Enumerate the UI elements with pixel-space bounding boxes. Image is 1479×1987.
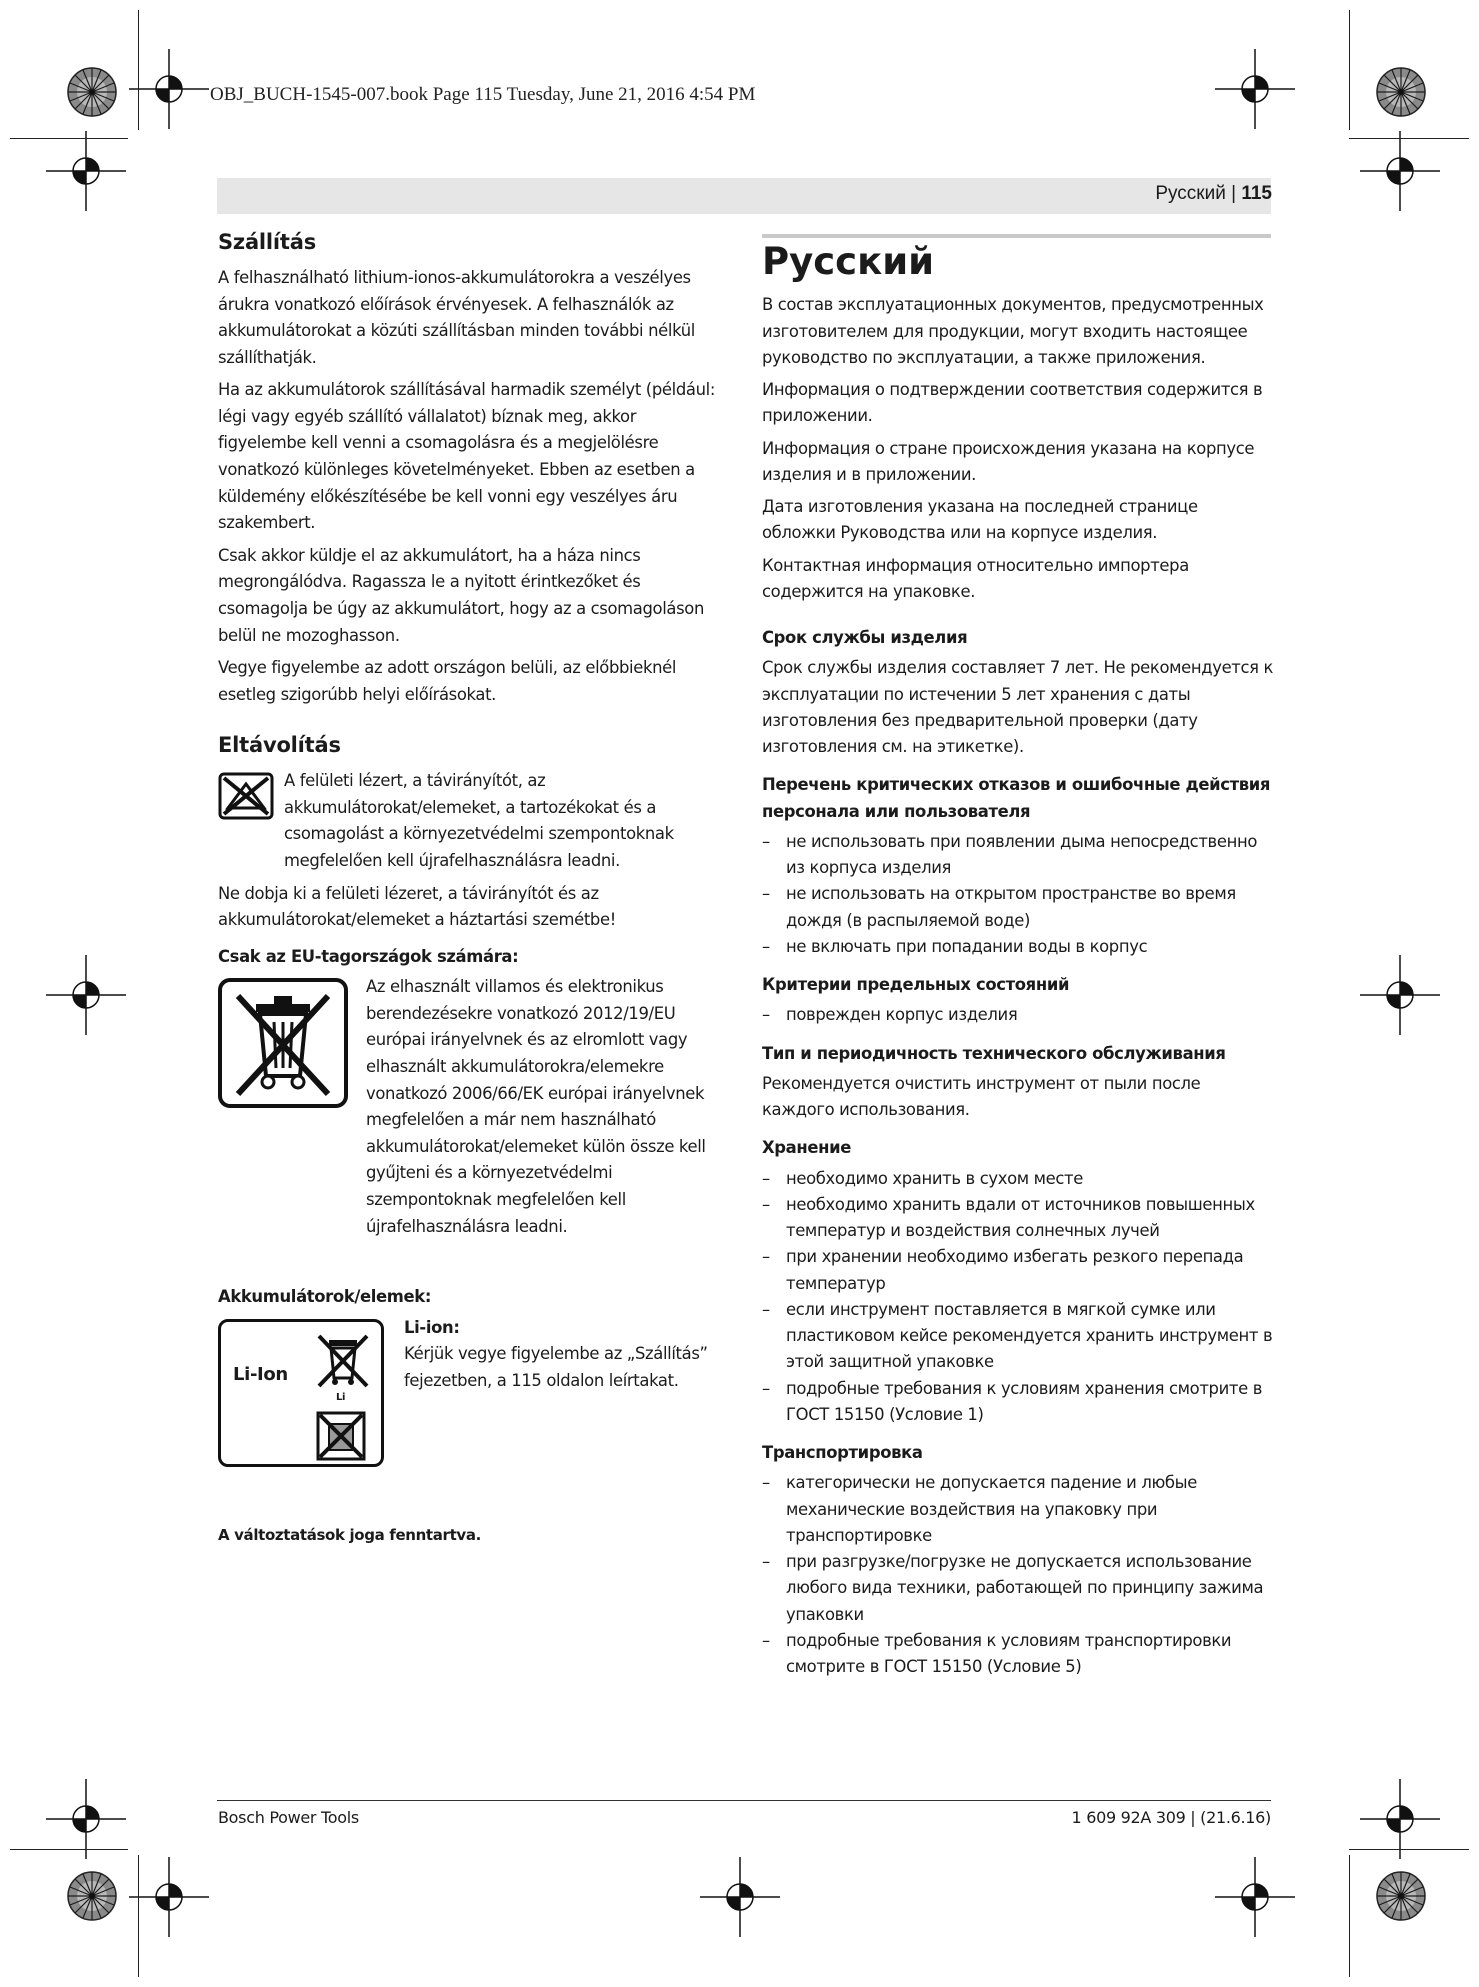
- transport-paragraph: Vegye figyelembe az adott országon belüli, az előbbieknél esetleg szigorúbb helyi előírásokat.: [218, 658, 677, 704]
- registration-crosshair-icon: [129, 49, 209, 129]
- liion-heading: Li-ion:: [404, 1317, 460, 1337]
- list-item: – не включать при попадании воды в корпус: [762, 934, 1274, 960]
- list-item: – если инструмент поставляется в мягкой сумке или пластиковом кейсе рекомендуется хранить инструмент в этой защитной упаковке: [762, 1297, 1274, 1376]
- list-item: – необходимо хранить вдали от источников повышенных температур и воздействия солнечных лучей: [762, 1192, 1274, 1245]
- page-number: 115: [1241, 183, 1272, 204]
- battery-box-crossed-icon: [315, 1410, 367, 1462]
- list-item: – не использовать на открытом пространстве во время дождя (в распыляемой воде): [762, 881, 1274, 934]
- recycle-box-icon: [218, 768, 274, 833]
- registration-crosshair-icon: [1215, 1857, 1295, 1937]
- intro-paragraph: Информация о подтверждении соответствия содержится в приложении.: [762, 380, 1263, 426]
- disposal-heading: Eltávolítás: [218, 733, 341, 758]
- liion-paragraph: Kérjük vegye figyelembe az „Szállítás” fejezetben, a 115 oldalon leírtakat.: [404, 1344, 708, 1390]
- battery-bin-crossed-icon: [313, 1330, 373, 1390]
- trim-line: [138, 10, 139, 130]
- trim-line: [1349, 1849, 1469, 1850]
- list-item: – необходимо хранить в сухом месте: [762, 1166, 1274, 1192]
- transport-ru-list: [762, 1470, 1274, 1680]
- trim-line: [1349, 1855, 1350, 1977]
- failures-list: [762, 829, 1274, 960]
- transport-paragraph: Ha az akkumulátorok szállításával harmadik személyt (például: légi vagy egyéb szállító vállalatot) bíznak meg, akkor figyelembe kell venni a csomagolásra és a megjelölésre vonatkozó különleges követelményeket. Ebben az esetben a küldemény előkészítésébe be kell vonni egy veszélyes áru szakembert.: [218, 380, 715, 533]
- registration-crosshair-icon: [46, 131, 126, 211]
- li-small-label: Li: [336, 1391, 346, 1403]
- registration-crosshair-icon: [700, 1857, 780, 1937]
- list-item: – при хранении необходимо избегать резкого перепада температур: [762, 1244, 1274, 1297]
- footer-doc-number: 1 609 92A 309 | (21.6.16): [1071, 1808, 1271, 1827]
- list-item: – подробные требования к условиям хранения смотрите в ГОСТ 15150 (Условие 1): [762, 1376, 1274, 1429]
- registration-rosette-icon: [66, 66, 118, 118]
- trim-line: [138, 1855, 139, 1977]
- storage-heading: Хранение: [762, 1138, 851, 1158]
- limits-list: [762, 1002, 1274, 1028]
- list-item: – не использовать при появлении дыма непосредственно из корпуса изделия: [762, 829, 1274, 882]
- registration-crosshair-icon: [1360, 955, 1440, 1035]
- registration-rosette-icon: [1375, 1870, 1427, 1922]
- page-header-bar: [217, 178, 1271, 214]
- limits-heading: Критерии предельных состояний: [762, 975, 1070, 995]
- list-item: – поврежден корпус изделия: [762, 1002, 1274, 1028]
- intro-paragraph: Информация о стране происхождения указана на корпусе изделия и в приложении.: [762, 438, 1255, 484]
- disposal-paragraph: A felületi lézert, a távirányítót, az akkumulátorokat/elemeket, a tartozékokat és a csomagolást a környezetvédelmi szempontoknak megfelelően kell újrafelhasználásra leadni.: [284, 771, 674, 871]
- wheelie-bin-crossed-icon: [218, 974, 348, 1117]
- list-item: – подробные требования к условиям транспортировки смотрите в ГОСТ 15150 (Условие 5): [762, 1628, 1274, 1681]
- intro-paragraph: Дата изготовления указана на последней странице обложки Руководства или на корпусе изделия.: [762, 497, 1198, 543]
- registration-crosshair-icon: [129, 1857, 209, 1937]
- transport-heading: Szállítás: [218, 230, 317, 254]
- registration-crosshair-icon: [1360, 1779, 1440, 1859]
- footer-brand: Bosch Power Tools: [218, 1808, 359, 1827]
- header-separator: |: [1225, 183, 1242, 204]
- storage-list: [762, 1166, 1274, 1429]
- lifetime-paragraph: Срок службы изделия составляет 7 лет. Не рекомендуется к эксплуатации по истечении 5 лет хранения с даты изготовления без предварительной проверки (дату изготовления см. на этикетке).: [762, 658, 1274, 757]
- transport-paragraph: A felhasználható lithium-ionos-akkumulátorokra a veszélyes árukra vonatkozó előírások érvényesek. A felhasználók az akkumulátorokat a közúti szállításban minden további nélkül szállíthatják.: [218, 268, 695, 367]
- section-title: Русский: [762, 240, 935, 283]
- list-item: – при разгрузке/погрузке не допускается использование любого вида техники, работающей по принципу зажима упаковки: [762, 1549, 1274, 1628]
- registration-rosette-icon: [66, 1870, 118, 1922]
- trim-line: [10, 1849, 128, 1850]
- registration-crosshair-icon: [46, 955, 126, 1035]
- page-header: [1155, 183, 1272, 205]
- list-item: – категорически не допускается падение и любые механические воздействия на упаковку при транспортировке: [762, 1470, 1274, 1549]
- transport-paragraph: Csak akkor küldje el az akkumulátort, ha a háza nincs megrongálódva. Ragassza le a nyitott érintkezőket és csomagolja be úgy az akkumulátort, hogy az a csomagoláson belül ne mozoghasson.: [218, 545, 705, 645]
- registration-crosshair-icon: [1215, 49, 1295, 129]
- transport-ru-heading: Транспортировка: [762, 1443, 923, 1463]
- intro-paragraph: Контактная информация относительно импортера содержится на упаковке.: [762, 555, 1189, 601]
- intro-paragraph: В состав эксплуатационных документов, предусмотренных изготовителем для продукции, могут входить настоящее руководство по эксплуатации, а также приложения.: [762, 295, 1264, 367]
- right-column: [762, 236, 1274, 1686]
- registration-crosshair-icon: [1360, 131, 1440, 211]
- trim-line: [1349, 138, 1469, 139]
- eu-paragraph: Az elhasznált villamos és elektronikus berendezésekre vonatkozó 2012/19/EU európai irányelvnek és az elromlott vagy elhasznált akkumulátorokra/elemekre vonatkozó 2006/66/EK európai irányelvnek megfelelően a már nem használható akkumulátorokat/elemeket külön össze kell gyűjteni és a környezetvédelmi szempontoknak megfelelően kell újrafelhasználásra leadni.: [366, 977, 706, 1236]
- left-column: [218, 225, 723, 1553]
- footer-rule: [217, 1800, 1271, 1801]
- header-language: Русский: [1155, 183, 1226, 204]
- li-ion-label: Li-Ion: [233, 1363, 288, 1385]
- disposal-paragraph: Ne dobja ki a felületi lézeret, a távirányítót és az akkumulátorokat/elemeket a háztartási szemétbe!: [218, 883, 616, 930]
- maintenance-heading: Тип и периодичность технического обслуживания: [762, 1043, 1226, 1063]
- rights-reserved: A változtatások joga fenntartva.: [218, 1525, 481, 1544]
- registration-rosette-icon: [1375, 66, 1427, 118]
- print-header: OBJ_BUCH-1545-007.book Page 115 Tuesday, June 21, 2016 4:54 PM: [210, 84, 756, 105]
- batteries-heading: Akkumulátorok/elemek:: [218, 1287, 432, 1307]
- lifetime-heading: Срок службы изделия: [762, 628, 968, 648]
- maintenance-paragraph: Рекомендуется очистить инструмент от пыли после каждого использования.: [762, 1073, 1201, 1120]
- failures-heading: Перечень критических отказов и ошибочные действия персонала или пользователя: [762, 775, 1271, 821]
- li-ion-recycling-label: [218, 1319, 384, 1467]
- trim-line: [1349, 10, 1350, 130]
- eu-heading: Csak az EU-tagországok számára:: [218, 946, 519, 966]
- trim-line: [10, 138, 128, 139]
- registration-crosshair-icon: [46, 1779, 126, 1859]
